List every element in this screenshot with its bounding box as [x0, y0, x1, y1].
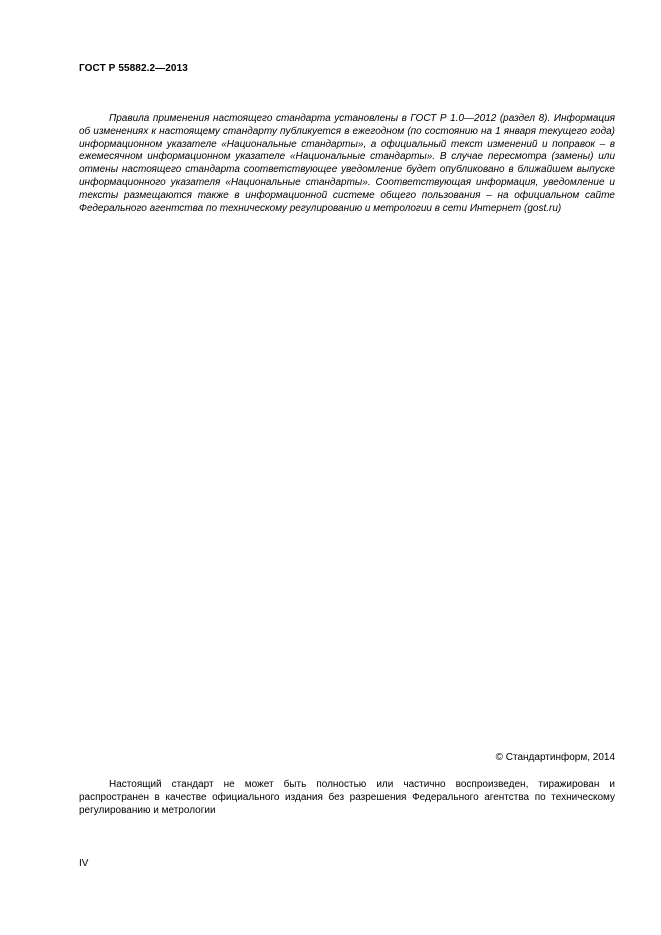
copyright-line: © Стандартинформ, 2014 [495, 752, 615, 763]
page-number: IV [79, 858, 89, 869]
standard-application-notice: Правила применения настоящего стандарта установлены в ГОСТ Р 1.0—2012 (раздел 8). Информация об изменениях к настоящему стандарту публикуется в ежегодном (по состоянию на 1 января текущего года) информационном указателе «Национальные стандарты», а официальный текст изменений и поправок – в ежемесячном информационном указателе «Национальные стандарты». В случае пересмотра (замены) или отмены настоящего стандарта соответствующее уведомление будет опубликовано в ближайшем выпуске информационного указателя «Национальные стандарты». Соответствующая информация, уведомление и тексты размещаются также в информационной системе общего пользования – на официальном сайте Федерального агентства по техническому регулированию и метрологии в сети Интернет (gost.ru) [79, 113, 615, 214]
document-code-header: ГОСТ Р 55882.2—2013 [79, 63, 188, 74]
reproduction-rights-notice: Настоящий стандарт не может быть полностью или частично воспроизведен, тиражирован и распространен в качестве официального издания без разрешения Федерального агентства по техническому регулированию и метрологии [79, 779, 615, 816]
